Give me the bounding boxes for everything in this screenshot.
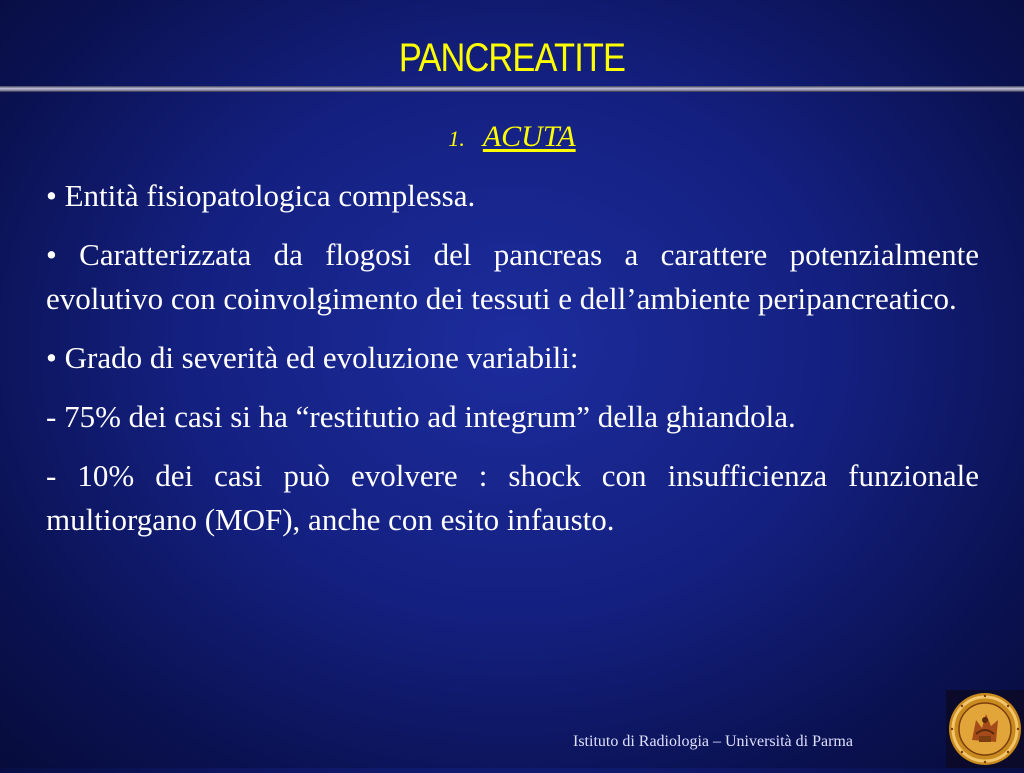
subtitle-text: ACUTA <box>482 120 576 153</box>
footer-institution: Istituto di Radiologia – Università di Parma <box>573 733 853 750</box>
title-divider <box>0 86 1024 92</box>
subtitle-number: 1. <box>448 126 465 151</box>
slide-content <box>46 174 979 557</box>
bullet-item: • Entità fisiopatologica complessa. <box>46 178 476 213</box>
bullet-item: • Caratterizzata da flogosi del pancreas a carattere potenzialmente evolutivo con coinvolgimento dei tessuti e dell’ambiente peripancreatico. <box>46 237 979 316</box>
bullet-item: - 10% dei casi può evolvere : shock con insufficienza funzionale multiorgano (MOF), anche con esito infausto. <box>46 458 979 537</box>
bullet-item: • Grado di severità ed evoluzione variabili: <box>46 340 579 375</box>
bullet-item: - 75% dei casi si ha “restitutio ad integrum” della ghiandola. <box>46 399 796 434</box>
slide-title: PANCREATITE <box>398 36 626 80</box>
slide-subtitle <box>0 120 1024 154</box>
university-seal-icon <box>946 690 1024 768</box>
